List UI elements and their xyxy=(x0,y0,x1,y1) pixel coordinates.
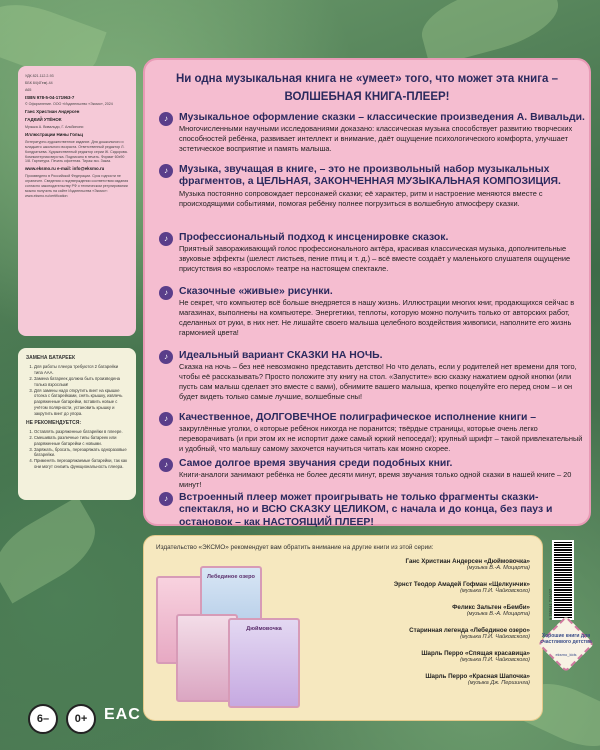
list-item xyxy=(316,673,530,696)
battery-warning: 3. Заряжать, бросать, перезаряжать одноразовые батарейки. xyxy=(34,447,128,459)
imprint-details: Литературно-художественное издание. Для дошкольного и младшего школьного возраста. Ответственный редактор Л. Кондратьева. Художественный редактор серии Ж. Сидорова. Компьютерная верстка. Подписано в печать. Формат 60x90 1/8. Гарнитура. Печать офсетная. Тираж экз. Заказ. xyxy=(25,139,128,164)
battery-step: 2. Замена батареек должна быть произведена только взрослым! xyxy=(34,376,128,388)
list-item xyxy=(316,581,530,604)
age-rating-0: 0+ xyxy=(66,704,96,734)
rec-book-music: (музыка П.И. Чайковского) xyxy=(460,657,530,663)
battery-warning: 4. Применять перезаряжаемые батарейки, так как они могут снизить функциональность плеера. xyxy=(34,458,128,470)
feature-body: Книги-аналоги занимают ребёнка не более десяти минут, время звучания только одной сказки в нашей книге – 20 минут! xyxy=(179,470,572,490)
battery-warn-title: НЕ РЕКОМЕНДУЕТСЯ: xyxy=(26,419,82,426)
feature-item xyxy=(159,458,587,490)
barcode-number: 9 785041 719637 xyxy=(548,588,553,620)
feature-title: Качественное, ДОЛГОВЕЧНОЕ полиграфическое исполнение книги – xyxy=(179,412,537,423)
rec-book-title: Ганс Христиан Андерсен «Дюймовочка» xyxy=(405,558,530,565)
rec-book-music: (музыка П.И. Чайковского) xyxy=(460,634,530,640)
recommendations-panel xyxy=(143,535,543,721)
book-cover xyxy=(228,618,300,708)
feature-body: Приятный завораживающий голос профессионального актёра, красивая классическая музыка, дополнительные звуковые эффекты (шелест листьев, пение птиц и т. д.) – всё вместе создаёт у маленького слушателя ощущение присутствия во «взрослом» театре на настоящем спектакле. xyxy=(179,244,571,274)
feature-body: Музыка постоянно сопровождает персонажей сказки; её характер, ритм и настроение меняются вместе с происходящими событиями, помогая ребёнку полнее погрузиться в волшебную атмосферу сказки. xyxy=(179,188,543,208)
feature-body: Многочисленными научными исследованиями доказано: классическая музыка способствует развитию творческих способностей ребёнка, развивает интеллект и внимание, даёт ощущение психологического комфорта, улучшает эстетическое восприятие и память малыша. xyxy=(179,124,573,154)
book-covers xyxy=(156,558,306,710)
imprint-book-title: ГАДКИЙ УТЁНОК xyxy=(25,117,62,123)
list-item xyxy=(316,604,530,627)
rec-book-title: Феликс Зальтен «Бемби» xyxy=(452,604,530,611)
feature-title: Профессиональный подход к инсценировке сказок. xyxy=(179,232,449,243)
feature-body: закруглённые уголки, о которые ребёнок никогда не поранится; твёрдые страницы, которые очень легко переворачивать (и при этом их не испортит даже самый юркий непоседа!); крупный шрифт – такой привлекательный и удобный, что малышу самому захочется научиться читать как можно скорее. xyxy=(179,424,583,454)
battery-warning: 1. Оставлять разряженные батарейки в плеере. xyxy=(34,429,128,435)
bullet-icon: ♪ xyxy=(159,286,173,300)
rec-book-title: Шарль Перро «Красная Шапочка» xyxy=(425,673,530,680)
imprint-code: А65 xyxy=(25,87,32,92)
heart-text: Хорошие книги для счастливого детства xyxy=(540,633,592,645)
feature-title: Музыкальное оформление сказки – классические произведения А. Вивальди. xyxy=(179,112,585,123)
feature-item xyxy=(159,286,587,338)
bullet-icon: ♪ xyxy=(159,492,173,506)
battery-warning: 2. Смешивать различные типы батареек или разряженные батарейки с новыми. xyxy=(34,435,128,447)
bullet-icon: ♪ xyxy=(159,412,173,426)
book-cover-title: Дюймовочка xyxy=(246,626,282,632)
isbn: ISBN 978-5-04-171963-7 xyxy=(25,94,75,100)
battery-step: 3. Для замены надо открутить винт на крышке отсека с батарейками, снять крышку, извлечь разряженные батарейки, вставить новые с учётом полярности, установить крышку и закрутить винт до упора. xyxy=(34,388,128,417)
battery-card xyxy=(18,348,136,500)
battery-title: ЗАМЕНА БАТАРЕЕК xyxy=(26,355,76,361)
imprint-legal: Произведено в Российской Федерации. Срок годности не ограничен. Сведения о подтверждении соответствия издания согласно законодательству РФ о техническом регулировании можно получить на сайте Издательства «Эксмо»: www.eksmo.ru/certification xyxy=(25,174,129,198)
feature-title: Самое долгое время звучания среди подобных книг. xyxy=(179,458,453,469)
feature-item xyxy=(159,164,587,209)
battery-step: 1. Для работы плеера требуются 2 батарейки типа AAA. xyxy=(34,364,128,376)
feature-title: Музыка, звучащая в книге, – это не произвольный набор музыкальных фрагментов, а ЦЕЛЬНАЯ, ЗАКОНЧЕННАЯ МУЗЫКАЛЬНАЯ КОМПОЗИЦИЯ. xyxy=(179,164,561,188)
bullet-icon: ♪ xyxy=(159,164,173,178)
recommendations-list xyxy=(316,558,530,696)
rec-book-title: Эрнст Теодор Амадей Гофман «Щелкунчик» xyxy=(393,581,530,588)
rec-book-title: Шарль Перро «Спящая красавица» xyxy=(421,650,530,657)
imprint-author: Ганс Христиан Андерсен xyxy=(25,109,80,115)
bullet-icon: ♪ xyxy=(159,232,173,246)
age-rating-6: 6– xyxy=(28,704,58,734)
rec-book-title: Старинная легенда «Лебединое озеро» xyxy=(409,627,530,634)
imprint-code: ББК 84(4Гем)-44 xyxy=(25,80,53,85)
list-item xyxy=(316,627,530,650)
heart-badge xyxy=(538,622,594,670)
list-item xyxy=(316,650,530,673)
copyright: © Оформление. ООО «Издательство «Эксмо», 2024 xyxy=(25,102,113,107)
intro-line: ВОЛШЕБНАЯ КНИГА-ПЛЕЕР! xyxy=(284,91,450,104)
feature-body: Сказка на ночь – без неё невозможно представить детство! Но что делать, если у родителей нет времени для того, чтобы её рассказывать? Просто положите эту книгу на стол. «Запустите» всю сказку нажатием одной кнопки (или пусть сам малыш сделает это вместе с вами), обнимите вашего малыша, крепко поцелуйте его перед сном – и он будет видеть только самые лучшие, волшебные сны! xyxy=(179,362,577,402)
eac-mark: EAC xyxy=(104,706,141,723)
feature-item xyxy=(159,350,587,402)
imprint-card xyxy=(18,66,136,336)
feature-title: Встроенный плеер может проигрывать не только фрагменты сказки-спектакля, но и ВСЮ СКАЗКУ ЦЕЛИКОМ, с начала и до конца, без пауз и остановок – как НАСТОЯЩИЙ ПЛЕЕР! xyxy=(179,492,553,528)
book-cover-title: Лебединое озеро xyxy=(207,574,255,580)
barcode xyxy=(552,540,574,620)
feature-item xyxy=(159,112,587,154)
rec-book-music: (музыка Дж. Першинга) xyxy=(467,680,530,686)
intro-line: Ни одна музыкальная книга не «умеет» того, что может эта книга – xyxy=(175,73,559,85)
bullet-icon: ♪ xyxy=(159,458,173,472)
features-panel xyxy=(143,58,591,526)
feature-title: Сказочные «живые» рисунки. xyxy=(179,286,333,297)
imprint-code: УДК 821.112.2-93 xyxy=(25,74,54,78)
imprint-illustrator: Иллюстрации Нины Гольц xyxy=(25,132,83,138)
heart-brand: eksmo_kids xyxy=(555,652,577,657)
imprint-site: www.eksmo.ru e-mail: info@eksmo.ru xyxy=(25,166,105,172)
feature-item xyxy=(159,232,587,274)
bullet-icon: ♪ xyxy=(159,112,173,126)
rec-book-music: (музыка В.-А. Моцарта) xyxy=(466,611,530,617)
rec-book-music: (музыка П.И. Чайковского) xyxy=(460,588,530,594)
bullet-icon: ♪ xyxy=(159,350,173,364)
rec-book-music: (музыка В.-А. Моцарта) xyxy=(466,565,530,571)
list-item xyxy=(316,558,530,581)
feature-title: Идеальный вариант СКАЗКИ НА НОЧЬ. xyxy=(179,350,383,361)
intro-heading xyxy=(145,70,589,107)
imprint-makers: Музыка А. Вивальди, Г. Альбинони xyxy=(25,125,84,130)
foliage xyxy=(0,497,108,604)
recommendations-title: Издательство «ЭКСМО» рекомендует вам обратить внимание на другие книги из этой серии: xyxy=(156,544,434,551)
feature-item xyxy=(159,412,587,454)
feature-item xyxy=(159,492,587,529)
feature-body: Не секрет, что компьютер всё больше внедряется в нашу жизнь. Иллюстрации многих книг, продающихся сейчас в магазинах, выполнены на компьютере. Энергетики, теплоты, которую можно получить только от авторских работ, сделанных от руки, в них нет. Не лишайте своего малыша целебного воздействия живописи, наполните его жизнь гармонией цвета! xyxy=(179,298,575,338)
